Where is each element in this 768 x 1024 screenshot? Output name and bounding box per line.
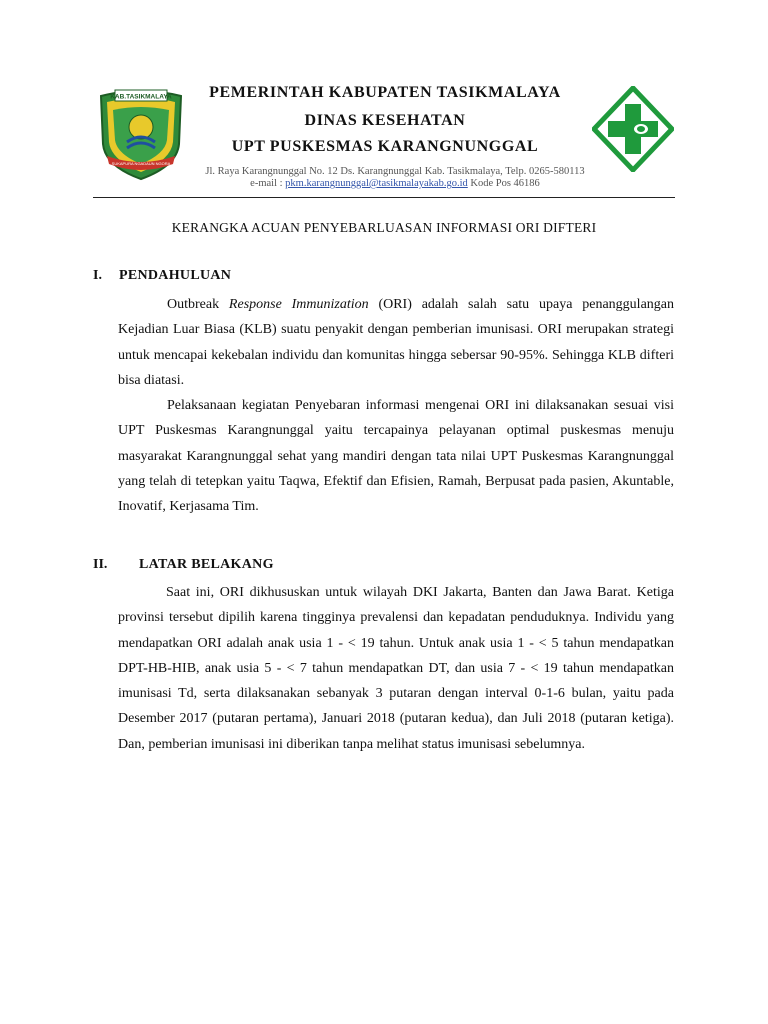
section-2-paragraph-1: Saat ini, ORI dikhususkan untuk wilayah DKI Jakarta, Banten dan Jawa Barat. Ketiga provinsi tersebut dipilih karena tingginya prevalensi dan kepadatan penduduknya. Individu yang mendapatkan ORI adalah anak usia 1 - < 19 tahun. Untuk anak usia 1 - < 5 tahun mendapatkan DPT-HB-HIB, anak usia 5 - < 7 tahun mendapatkan DT, dan usia 7 - < 19 tahun mendapatkan imunisasi Td, serta dilaksanakan sebanyak 3 putaran dengan interval 0-1-6 bulan, yaitu pada Desember 2017 (putaran pertama), Januari 2018 (putaran kedua), dan Juli 2018 (putaran ketiga). Dan, pemberian imunisasi ini diberikan tanpa melihat status imunisasi sebelumnya. [118,585,674,752]
government-name: PEMERINTAH KABUPATEN TASIKMALAYA [209,84,561,101]
emblem-ribbon-text: SUKAPURA NGADAUN NGORA [111,161,171,166]
section-1-paragraph-2: Pelaksanaan kegiatan Penyebaran informasi mengenai ORI ini dilaksanakan sesuai visi UPT Puskesmas Karangnunggal yaitu tercapainya pelayanan optimal puskesmas menuju masyarakat Karangnunggal sehat yang mandiri dengan tata nilai UPT Puskesmas Karangnunggal yang telah di tetepkan yaitu Taqwa, Efektif dan Efisien, Ramah, Berpusat pada pasien, Akuntable, Inovatif, Kerjasama Tim. [118,398,674,515]
email-line [158,178,632,189]
letterhead-divider [93,197,675,198]
email-prefix: e-mail : [250,178,286,189]
postal-code: Kode Pos 46186 [467,178,540,189]
paragraph-text: Outbreak [167,297,229,312]
section-2-number: II. [93,557,108,572]
puskesmas-name: UPT PUSKESMAS KARANGNUNGGAL [231,138,539,155]
emblem-banner-text: KAB.TASIKMALAYA [110,93,172,101]
address-line: Jl. Raya Karangnunggal No. 12 Ds. Karangnunggal Kab. Tasikmalaya, Telp. 0265-580113 [205,166,585,177]
letterhead [0,0,768,200]
italic-term: Response Immunization [228,297,369,312]
email-link[interactable]: pkm.karangnunggal@tasikmalayakab.go.id [285,178,468,189]
puskesmas-logo-icon [592,86,674,172]
section-1-number: I. [93,268,102,283]
section-1-paragraph-1 [118,292,674,393]
department-name: DINAS KESEHATAN [304,112,466,129]
section-1-heading: PENDAHULUAN [119,268,232,283]
document-title: KERANGKA ACUAN PENYEBARLUASAN INFORMASI ORI DIFTERI [171,220,597,235]
section-2-heading: LATAR BELAKANG [139,557,274,572]
paragraph-text: (ORI) adalah salah satu upaya penanggulangan Kejadian Luar Biasa (KLB) suatu penyakit dengan pemberian imunisasi. ORI merupakan strategi untuk mencapai kekebalan individu dan komunitas hingga sebersar 90-95%. Sehingga KLB difteri bisa diatasi. [118,297,674,388]
